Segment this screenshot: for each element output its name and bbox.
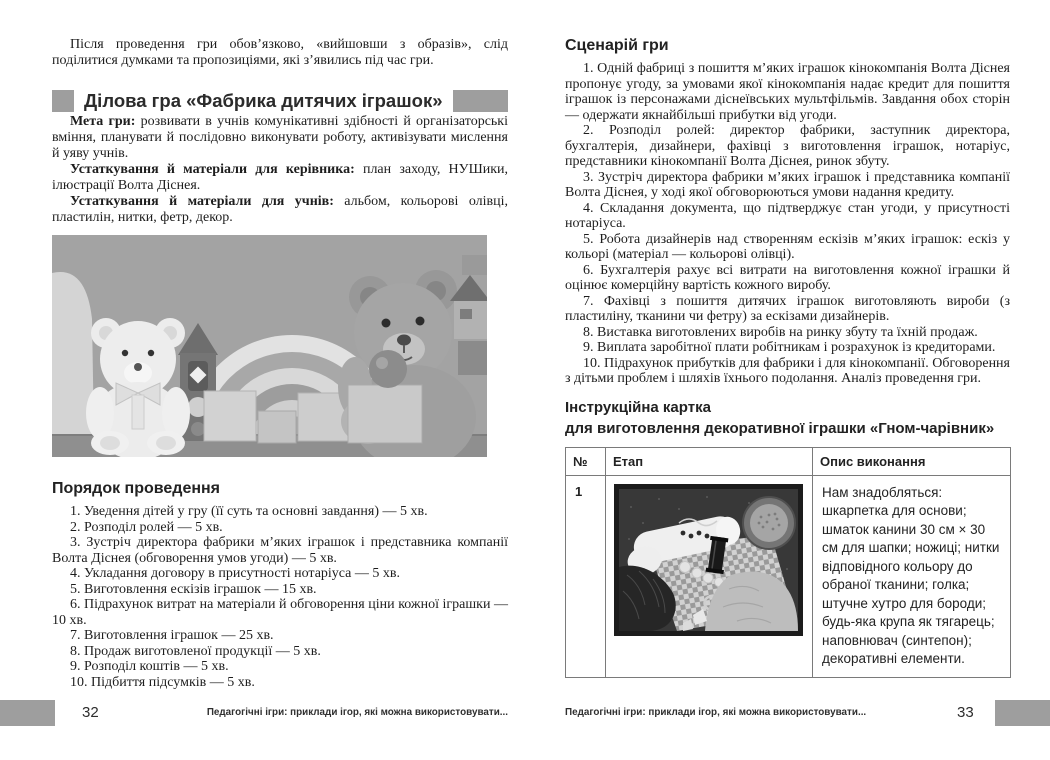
equipment-pupils-paragraph	[52, 194, 508, 226]
column-header-stage: Етап	[606, 447, 813, 475]
instruction-card-title-line1: Інструкційна картка	[565, 398, 711, 416]
list-item: 10. Підбиття підсумків — 5 хв.	[70, 674, 255, 690]
equipment-pupils-text: альбом, кольорові олівці, пластилін, нитки, фетр, декор.	[52, 194, 508, 225]
goal-text: розвивати в учнів комунікативні здібності й організаторські вміння, планувати й послідовно виконувати роботу, активізувати мислення й уяву учнів.	[52, 114, 508, 161]
table-row	[566, 475, 1011, 677]
toys-photo-illustration	[52, 235, 487, 457]
list-item: 1. Уведення дітей у гру (її суть та основні завдання) — 5 хв.	[70, 504, 428, 519]
list-item: 5. Виготовлення ескізів іграшок — 15 хв.	[70, 581, 317, 597]
goal-label: Мета гри:	[70, 114, 136, 129]
section-heading-bar	[52, 88, 508, 114]
list-item: 6. Бухгалтерія рахує всі витрати на виготовлення кожної іграшки й оцінює комерційну вартість кожного виробу.	[565, 262, 1010, 293]
list-item: 6. Підрахунок витрат на матеріали й обговорення ціни кожної іграшки — 10 хв.	[52, 597, 508, 628]
goal-paragraph	[52, 114, 508, 162]
equipment-pupils-label: Устаткування й матеріали для учнів:	[70, 194, 334, 209]
heading-square-decoration	[52, 90, 74, 112]
equipment-leader-label: Устаткування й матеріали для керівника:	[70, 162, 355, 177]
gnome-materials-illustration	[619, 489, 798, 631]
instruction-table	[565, 447, 1011, 678]
scenario-list	[565, 61, 1010, 387]
row-number: 1	[566, 475, 606, 677]
scenario-subheading: Сценарій гри	[565, 37, 669, 54]
section-title: Ділова гра «Фабрика дитячих іграшок»	[84, 90, 443, 111]
list-item: 10. Підрахунок прибутків для фабрики і для кінокомпанії. Обговорення з дітьми проблем і шляхів їхнього подолання. Аналіз проведення гри.	[565, 355, 1010, 386]
stage-photo-cell	[606, 475, 813, 677]
description-cell: Нам знадобляться: шкарпетка для основи; шматок канини 30 см × 30 см для шапки; ножиці; нитки відповідного кольору до обраної тканини; голка; штучне хутро для бороди; будь-яка крупа як тягарець; наповнювач (синтепон); декоративні елементи.	[813, 475, 1011, 677]
list-item: 1. Одній фабриці з пошиття м’яких іграшок кінокомпанія Волта Діснея пропонує угоду, за умовами якої кінокомпанія надає кредит для пошиття іграшок із персонажами діснеївських мультфільмів. Завдання обох сторін — одержати якнайбільші прибутки від угоди.	[565, 61, 1010, 123]
list-item: 7. Виготовлення іграшок — 25 хв.	[70, 628, 274, 643]
running-title-left: Педагогічні ігри: приклади ігор, які можна використовувати...	[206, 706, 508, 718]
column-header-number: №	[566, 447, 606, 475]
gnome-materials-photo	[614, 484, 803, 636]
heading-bar-decoration	[453, 90, 509, 112]
page-right	[565, 37, 1010, 678]
equipment-leader-text: план заходу, НУШики, ілюстрації Волта Діснея.	[52, 162, 508, 193]
column-header-description: Опис виконання	[813, 447, 1011, 475]
page-number-left: 32	[82, 704, 99, 721]
equipment-leader-paragraph	[52, 162, 508, 194]
table-header-row	[566, 447, 1011, 475]
list-item: 2. Розподіл ролей: директор фабрики, заступник директора, бухгалтерія, дизайнери, фахівці з виготовлення іграшок, нотаріус, представники кінокомпанії Волта Діснея, ринок збуту.	[565, 123, 1010, 169]
page-left	[52, 37, 508, 690]
list-item: 3. Зустріч директора фабрики м’яких іграшок і представника компанії Волта Діснея, у ході якої обговорюються умови надання кредиту.	[565, 169, 1010, 200]
list-item: 9. Розподіл коштів — 5 хв.	[70, 659, 229, 674]
footer-bar-right	[995, 700, 1050, 726]
footer-bar-left	[0, 700, 55, 726]
list-item: 2. Розподіл ролей — 5 хв.	[70, 519, 223, 535]
instruction-card-title	[565, 397, 1010, 440]
list-item: 8. Продаж виготовленої продукції — 5 хв.	[70, 643, 321, 659]
order-list	[52, 504, 508, 690]
order-subheading: Порядок проведення	[52, 480, 221, 497]
list-item: 9. Виплата заробітної плати робітникам і розрахунок із кредиторами.	[583, 340, 996, 355]
list-item: 3. Зустріч директора фабрики м’яких іграшок і представника компанії Волта Діснея (обговорення умов угоди) — 5 хв.	[52, 535, 508, 566]
running-title-right: Педагогічні ігри: приклади ігор, які можна використовувати...	[565, 706, 867, 718]
list-item: 5. Робота дизайнерів над створенням ескізів м’яких іграшок: ескіз у кольорі (матеріал — кольорові олівці).	[565, 231, 1010, 262]
page-number-right: 33	[957, 704, 974, 721]
toys-photo	[52, 235, 487, 457]
instruction-card-title-line2: для виготовлення декоративної іграшки «Гном-чарівник»	[565, 420, 995, 437]
list-item: 8. Виставка виготовлених виробів на ринку збуту та їхній продаж.	[583, 324, 978, 340]
list-item: 4. Складання документа, що підтверджує стан угоди, у присутності нотаріуса.	[565, 200, 1010, 231]
intro-paragraph: Після проведення гри обов’язково, «вийшовши з образів», слід поділитися думками та пропозиціями, які з’явились під час гри.	[52, 37, 508, 68]
list-item: 4. Укладання договору в присутності нотаріуса — 5 хв.	[70, 566, 401, 581]
list-item: 7. Фахівці з пошиття дитячих іграшок виготовляють вироби (з пластиліну, тканини чи фетру) за ескізами дизайнерів.	[565, 293, 1010, 324]
